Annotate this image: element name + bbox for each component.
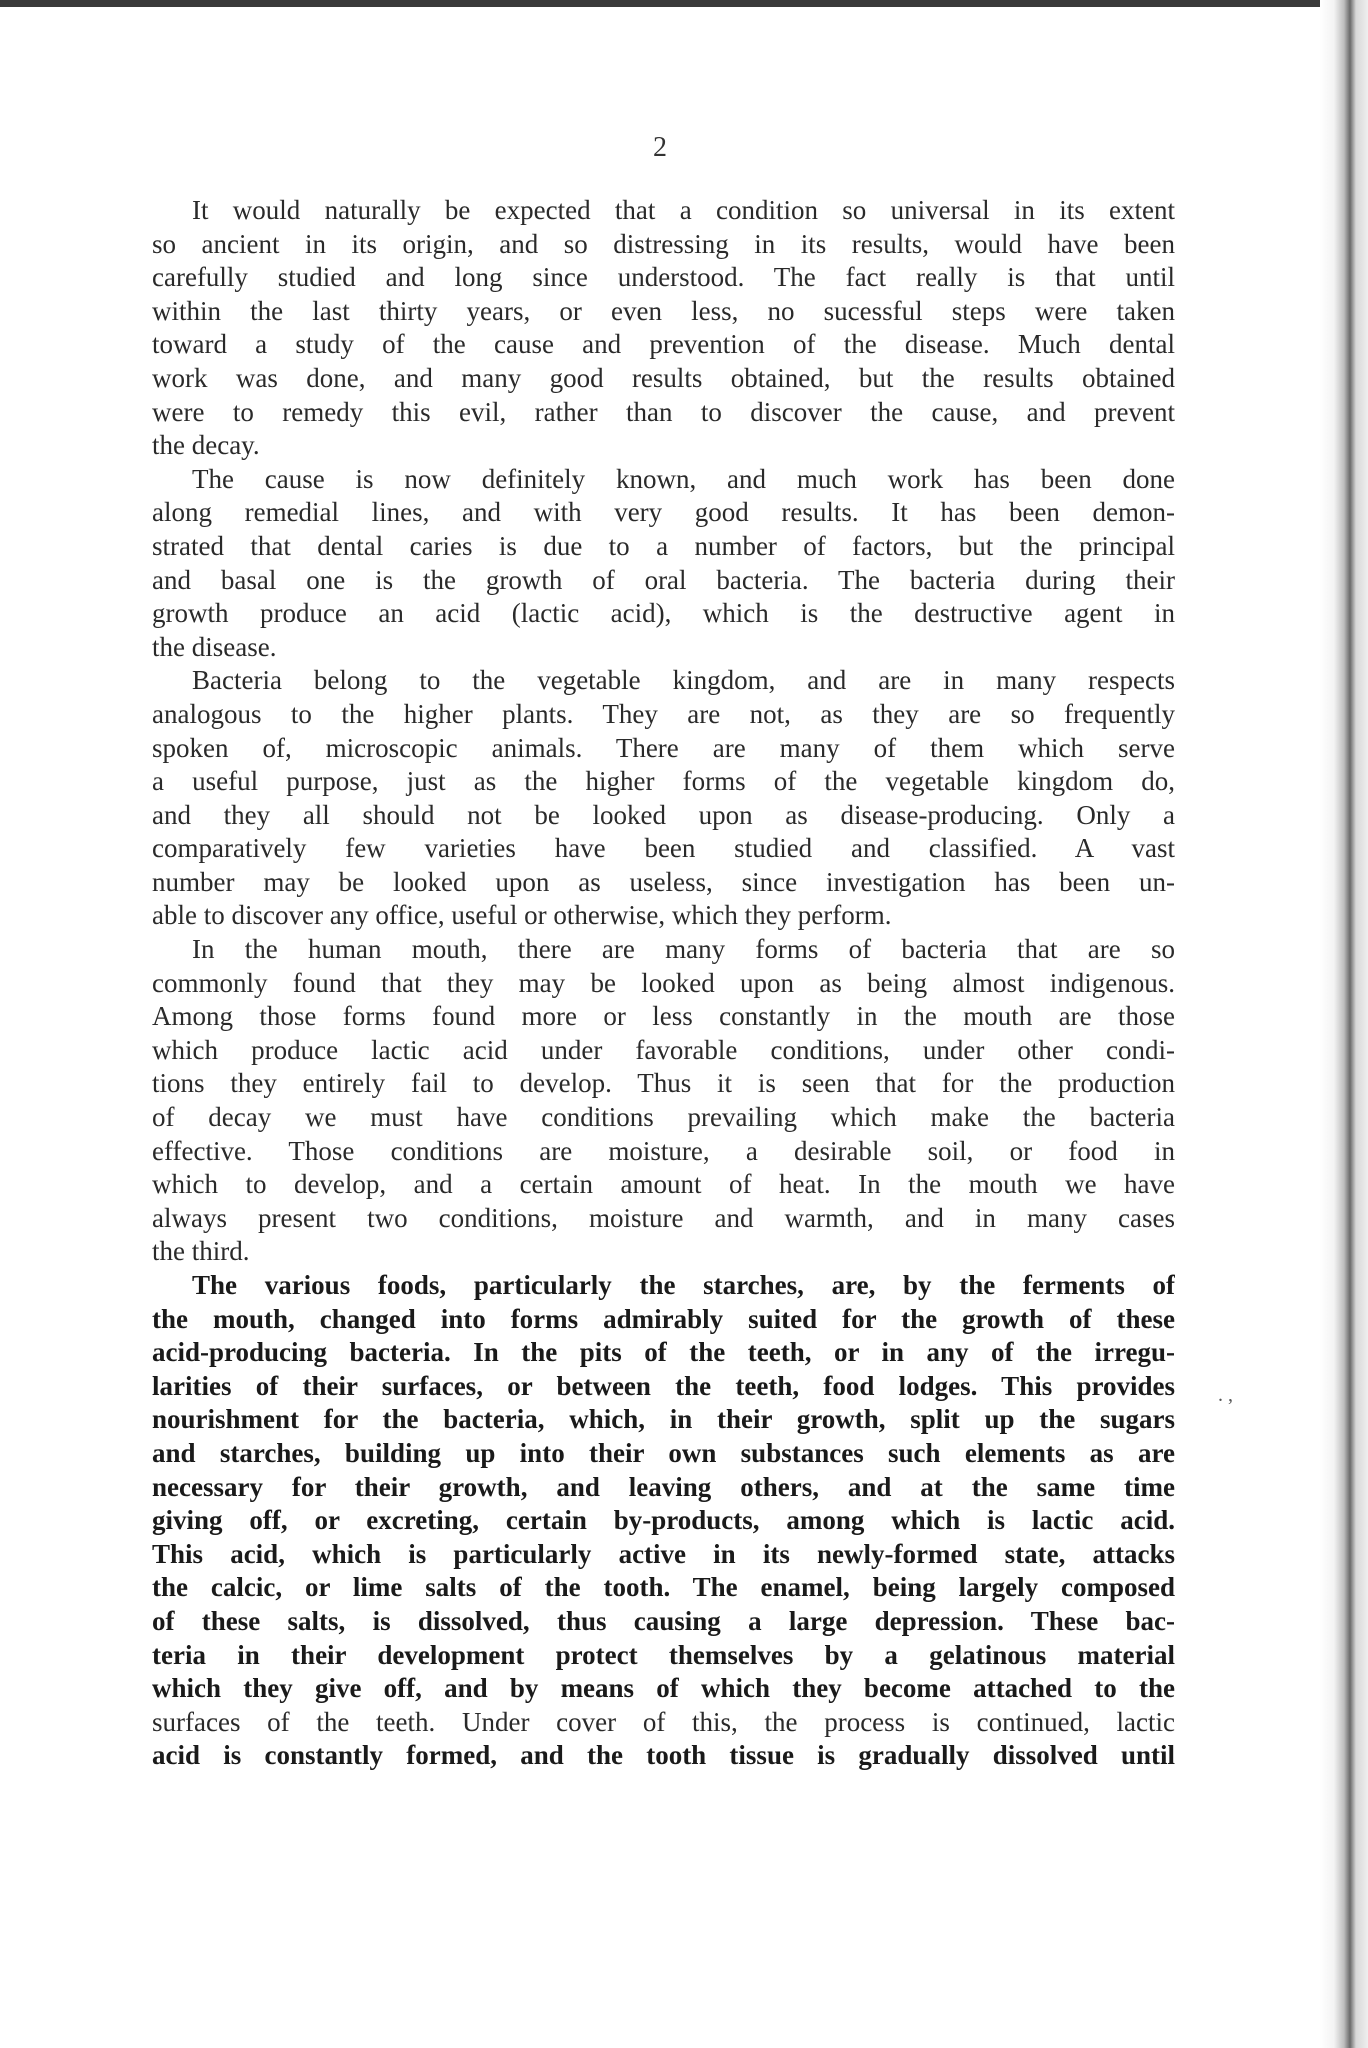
text-line: nourishment for the bacteria, which, in their growth, split up the sugars xyxy=(152,1404,1175,1435)
text-line: were to remedy this evil, rather than to discover the cause, and prevent xyxy=(152,396,1175,427)
body-text xyxy=(152,194,1175,1773)
text-line: acid is constantly formed, and the tooth tissue is gradually dissolved until xyxy=(152,1740,1175,1771)
text-line: Among those forms found more or less constantly in the mouth are those xyxy=(152,1001,1175,1032)
text-line: of these salts, is dissolved, thus causing a large depression. These bac- xyxy=(152,1605,1175,1636)
text-line: within the last thirty years, or even less, no sucessful steps were taken xyxy=(152,295,1175,326)
text-line: the decay. xyxy=(152,430,260,461)
text-line: and they all should not be looked upon as disease-producing. Only a xyxy=(152,799,1175,830)
text-line: the mouth, changed into forms admirably suited for the growth of these xyxy=(152,1303,1175,1334)
text-line: commonly found that they may be looked upon as being almost indigenous. xyxy=(152,967,1175,998)
text-line: giving off, or excreting, certain by-products, among which is lactic acid. xyxy=(152,1505,1175,1536)
text-line: This acid, which is particularly active in its newly-formed state, attacks xyxy=(152,1538,1175,1569)
text-line: carefully studied and long since understood. The fact really is that until xyxy=(152,262,1175,293)
scan-binding-edge xyxy=(1320,0,1368,2048)
text-line: toward a study of the cause and prevention of the disease. Much dental xyxy=(152,329,1175,360)
text-line: tions they entirely fail to develop. Thus it is seen that for the production xyxy=(152,1068,1175,1099)
text-line: strated that dental caries is due to a number of factors, but the principal xyxy=(152,530,1175,561)
text-line: so ancient in its origin, and so distressing in its results, would have been xyxy=(152,228,1175,259)
text-line: effective. Those conditions are moisture, a desirable soil, or food in xyxy=(152,1135,1175,1166)
text-line: work was done, and many good results obtained, but the results obtained xyxy=(152,362,1175,393)
page-number: 2 xyxy=(653,132,667,163)
text-line: necessary for their growth, and leaving others, and at the same time xyxy=(152,1471,1175,1502)
text-line: It would naturally be expected that a condition so universal in its extent xyxy=(192,195,1175,225)
text-line: number may be looked upon as useless, since investigation has been un- xyxy=(152,866,1175,897)
text-line: teria in their development protect themselves by a gelatinous material xyxy=(152,1639,1175,1670)
text-line: the third. xyxy=(152,1236,250,1267)
margin-mark: . , xyxy=(1218,1384,1233,1406)
text-line: larities of their surfaces, or between the teeth, food lodges. This provides xyxy=(152,1370,1175,1401)
text-line: of decay we must have conditions prevailing which make the bacteria xyxy=(152,1102,1175,1133)
text-line: The cause is now definitely known, and much work has been done xyxy=(192,463,1175,494)
text-line: comparatively few varieties have been studied and classified. A vast xyxy=(152,833,1175,864)
text-line: In the human mouth, there are many forms of bacteria that are so xyxy=(192,934,1175,965)
text-line: acid-producing bacteria. In the pits of the teeth, or in any of the irregu- xyxy=(152,1337,1175,1368)
text-line: analogous to the higher plants. They are not, as they are so frequently xyxy=(152,698,1175,729)
text-line: the calcic, or lime salts of the tooth. The enamel, being largely composed xyxy=(152,1572,1175,1603)
text-line: able to discover any office, useful or otherwise, which they perform. xyxy=(152,900,892,931)
text-line: and basal one is the growth of oral bacteria. The bacteria during their xyxy=(152,564,1175,595)
text-line: the disease. xyxy=(152,631,277,662)
text-line: which to develop, and a certain amount of heat. In the mouth we have xyxy=(152,1169,1175,1200)
text-line: along remedial lines, and with very good results. It has been demon- xyxy=(152,497,1175,528)
text-line: surfaces of the teeth. Under cover of this, the process is continued, lactic xyxy=(152,1706,1175,1737)
scan-top-edge xyxy=(0,0,1368,7)
text-line: which produce lactic acid under favorable conditions, under other condi- xyxy=(152,1034,1175,1065)
text-line: The various foods, particularly the starches, are, by the ferments of xyxy=(192,1270,1175,1300)
text-line: which they give off, and by means of which they become attached to the xyxy=(152,1673,1175,1704)
text-line: always present two conditions, moisture and warmth, and in many cases xyxy=(152,1202,1175,1233)
text-line: Bacteria belong to the vegetable kingdom, and are in many respects xyxy=(192,665,1175,696)
text-line: and starches, building up into their own substances such elements as are xyxy=(152,1437,1175,1468)
text-line: growth produce an acid (lactic acid), which is the destructive agent in xyxy=(152,598,1175,629)
text-line: a useful purpose, just as the higher forms of the vegetable kingdom do, xyxy=(152,766,1175,797)
text-line: spoken of, microscopic animals. There are many of them which serve xyxy=(152,732,1175,763)
